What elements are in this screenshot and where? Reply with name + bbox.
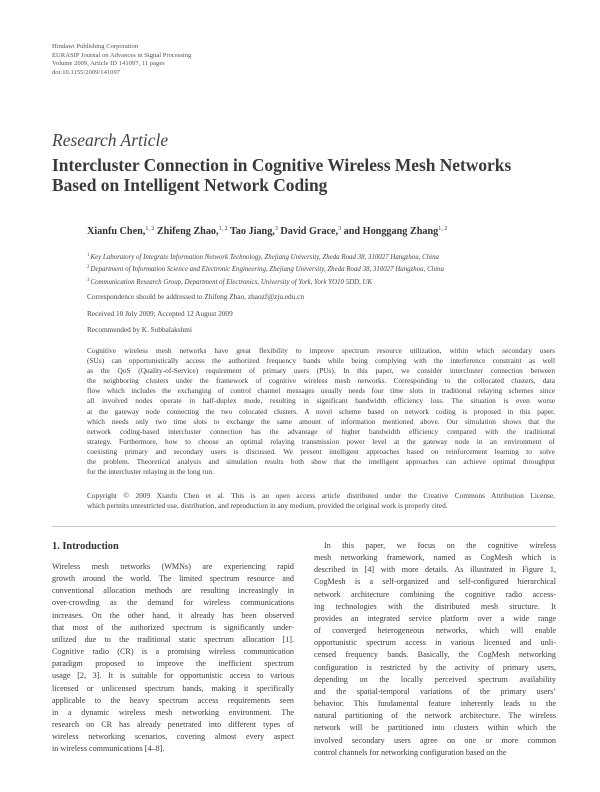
body-line: opportunistic spectrum access in various licensed and unli- — [314, 638, 556, 648]
body-line: licensed or unlicensed spectrum bands, making it specifically — [52, 683, 294, 693]
abstract-line: all involved nodes operate in half-duplex mode, resulting in significant bandwidth efficiency loss. The situation is even worse — [87, 396, 555, 406]
body-line: in a dynamic wireless mesh networking environment. The — [52, 707, 294, 717]
body-line: and the spatial-temporal variations of the primary users’ — [314, 686, 556, 696]
body-line: growth around the world. The limited spectrum resource and — [52, 574, 294, 584]
author-affiliation-marker: 1, 2 — [218, 226, 228, 232]
body-line: configuration is restricted by the activity of primary users, — [314, 662, 556, 672]
abstract-line: which needs only two time slots to exchange the same amount of information mentioned above. Our simulation shows that the — [87, 416, 555, 426]
abstract-line: Cognitive wireless mesh networks have great flexibility to improve spectrum resource utilization, within which secondary users — [87, 346, 555, 355]
body-line: depending on the locally perceived spectrum availability — [314, 674, 556, 684]
abstract-line: strategy. Furthermore, how to choose an optimal relaying transmission power level at the gateway node in an environment of — [87, 436, 555, 446]
abstract-line: (SUs) can opportunistically access the authorized frequency bands while being complying with the interference constraint as well — [87, 356, 555, 366]
body-line: involved secondary users agree on one or more common — [314, 735, 556, 745]
affiliations — [87, 251, 557, 288]
article-type: Research Article — [52, 130, 169, 150]
affiliation-line: $^3$Communication Research Group, Department of Electronics, University of York, York YO10 5DD, UK — [87, 277, 373, 286]
title-line: Based on Intelligent Network Coding — [52, 175, 328, 195]
publisher-line: Hindawi Publishing Corporation — [52, 43, 139, 50]
author-name: Tao Jiang, — [227, 226, 275, 237]
recommended-by: Recommended by K. Subbalakshmi — [87, 325, 192, 334]
body-line: network will be partitioned into clusters within which the — [314, 723, 556, 733]
body-line: natural partitioning of the network architecture. The wireless — [314, 711, 556, 721]
body-line: utilized due to the traditional static spectrum allocation [1]. — [52, 634, 294, 644]
author-name: Xianfu Chen, — [87, 226, 146, 237]
body-line: behavior. This fundamental feature inherently leads to the — [314, 699, 556, 709]
body-line: In this paper, we focus on the cognitive wireless — [324, 541, 556, 550]
abstract-line: network coding-based intercluster connection has the advantage of higher bandwidth efficiency compared with the traditional — [87, 426, 555, 436]
body-line: CogMesh is a self-organized and self-configured hierarchical — [314, 577, 556, 587]
body-line: control channels for networking configuration based on the — [314, 747, 507, 757]
author-affiliation-marker: 3 — [274, 226, 278, 232]
author-name: and Honggang Zhang — [341, 226, 439, 237]
affiliation-line: $^2$Department of Information Science and Electronic Engineering, Zhejiang University, Zheda Road 38, 310027 Hangzhou, China — [87, 265, 444, 274]
abstract-line: the neighboring clusters under the framework of cognitive wireless mesh networks. Corresponding to the collocated clusters, data — [87, 376, 555, 386]
author-affiliation-marker: 1, 2 — [438, 226, 448, 232]
copyright-line: Copyright © 2009 Xianfu Chen et al. This is an open access article distributed under the Creative Commons Attribution License, — [87, 491, 555, 500]
body-line: wireless networking scenarios, covering almost every aspect — [52, 732, 294, 742]
copyright-line: which permits unrestricted use, distribution, and reproduction in any medium, provided the original work is properly cited. — [87, 501, 448, 511]
abstract-line: at the gateway node connecting the two colocated clusters. A novel scheme based on network coding is proposed in this paper, — [87, 406, 555, 416]
volume-line: Volume 2009, Article ID 141097, 11 pages — [52, 60, 165, 68]
section-divider — [52, 526, 556, 527]
body-line: applicable to the heavy spectrum access requirements seen — [52, 695, 294, 705]
author-name: David Grace, — [277, 226, 339, 237]
body-line: network architecture combining the cognitive radio access- — [314, 589, 556, 599]
section-heading: 1. Introduction — [52, 541, 119, 552]
author-list — [87, 226, 447, 237]
body-line: provides an integrated service platform over a wide range — [314, 613, 556, 623]
abstract-line: coexisting primary and secondary users is discussed. We present intelligent approaches based on reinforcement learning to solve — [87, 446, 555, 456]
body-line: described in [4] with more details. As illustrated in Figure 1, — [314, 565, 556, 575]
journal-line: EURASIP Journal on Advances in Signal Processing — [52, 51, 192, 59]
body-line: Cognitive radio (CR) is a promising wireless communication — [52, 647, 294, 657]
abstract-line: for the intercluster relaying in the long run. — [87, 467, 214, 477]
body-line: usage [2, 3]. It is suitable for opportunistic access to various — [52, 671, 294, 681]
copyright-notice — [87, 491, 555, 511]
body-line: Wireless mesh networks (WMNs) are experiencing rapid — [52, 562, 294, 571]
affiliation-line: $^1$Key Laboratory of Integrate Information Network Technology, Zhejiang University, Zheda Road 38, 310027 Hangzhou, China — [87, 253, 439, 261]
correspondence-note: Correspondence should be addressed to Zhifeng Zhao, zhaozf@zju.edu.cn — [87, 292, 305, 301]
body-line: censed frequency bands. Basically, the CogMesh networking — [314, 650, 556, 660]
abstract-line: the problem. Theoretical analysis and simulation results both show that the intelligent approaches can achieve optimal throughput — [87, 457, 555, 467]
left-column — [52, 561, 294, 756]
body-line: over-crowding as the demand for wireless communications — [52, 598, 294, 608]
right-column — [314, 540, 556, 759]
body-line: that most of the authorized spectrum is significantly under- — [52, 622, 294, 632]
abstract-line: as the QoS (Quality-of-Service) requirement of primary users (PUs). In this paper, we consider intercluster connection between — [87, 366, 555, 376]
body-line: paradigm proposed to improve the inefficient spectrum — [52, 659, 294, 669]
body-line: increases. On the other hand, it already has been observed — [52, 610, 294, 620]
body-line: of converged heterogeneous networks, which will enable — [314, 626, 556, 636]
received-dates: Received 10 July 2009; Accepted 12 August 2009 — [87, 309, 233, 318]
body-line: conventional allocation methods are resulting increasingly in — [52, 586, 294, 596]
author-affiliation-marker: 1, 2 — [145, 226, 155, 232]
body-line: ing technologies with the distributed mesh structure. It — [314, 601, 556, 611]
author-name: Zhifeng Zhao, — [154, 226, 219, 237]
title-line: Intercluster Connection in Cognitive Wireless Mesh Networks — [52, 155, 512, 175]
body-line: in wireless communications [4–8]. — [52, 744, 165, 754]
paper-title — [52, 155, 562, 195]
doi-line: doi:10.1155/2009/141097 — [52, 68, 121, 76]
journal-header — [52, 43, 352, 77]
author-affiliation-marker: 3 — [338, 226, 342, 232]
abstract — [87, 346, 555, 477]
body-line: research on CR has already penetrated into different types of — [52, 720, 294, 730]
body-line: mesh networking framework, named as CogMesh which is — [314, 553, 556, 563]
abstract-line: flow which includes the exchanging of control channel messages usually needs four time slots in traditional relaying schemes since — [87, 386, 555, 396]
